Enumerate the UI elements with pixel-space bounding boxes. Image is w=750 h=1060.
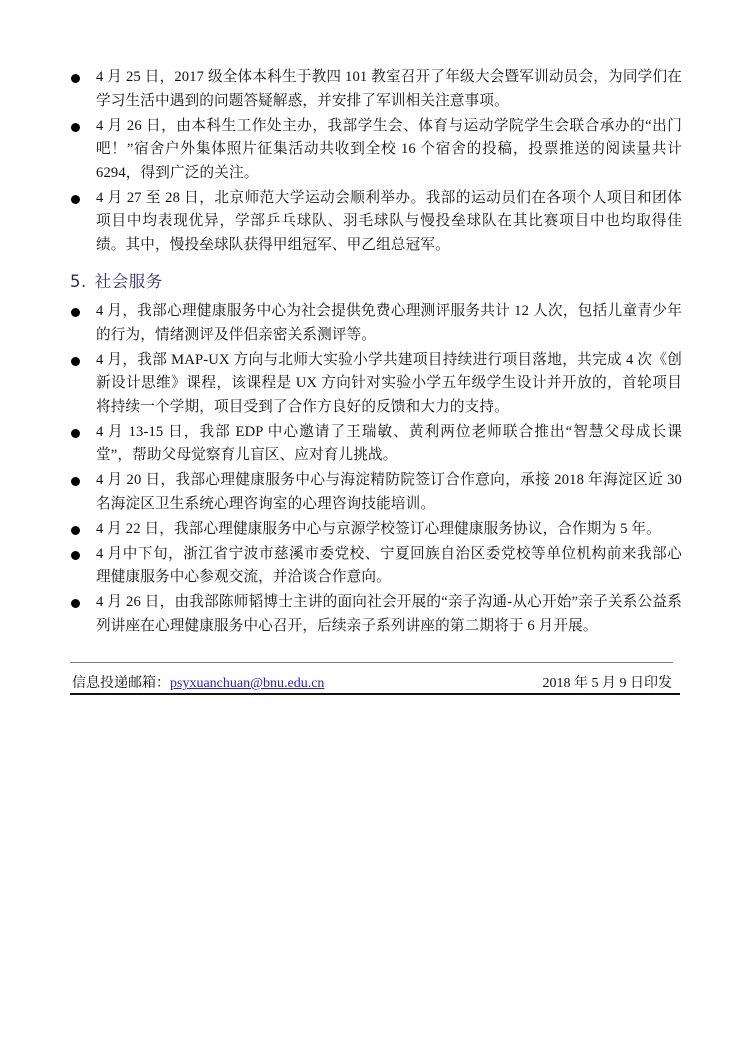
- bullet-icon: [71, 357, 80, 366]
- list-item-text: 4 月 27 至 28 日，北京师范大学运动会顺利举办。我部的运动员们在各项个人项目和团体项目中均表现优异，学部乒乓球队、羽毛球队与慢投垒球队在其比赛项目中也均取得佳绩。其中，慢投垒球队获得甲组冠军、甲乙组总冠军。: [96, 189, 682, 253]
- bullet-icon: [71, 526, 80, 535]
- list-item-text: 4 月，我部 MAP-UX 方向与北师大实验小学共建项目持续进行项目落地，共完成 4 次《创新设计思维》课程，该课程是 UX 方向针对实验小学五年级学生设计并开放的，首轮项目将持续一个学期，项目受到了合作方良好的反馈和大力的支持。: [96, 351, 682, 415]
- bullet-icon: [71, 551, 80, 560]
- footer-contact: [72, 672, 324, 692]
- footer-divider-top: [70, 662, 673, 663]
- list-item-text: 4 月 13-15 日，我部 EDP 中心邀请了王瑞敏、黄利两位老师联合推出“智慧父母成长课堂”，帮助父母觉察育儿盲区、应对育儿挑战。: [96, 423, 682, 464]
- list-item: [70, 66, 682, 113]
- list-item: [70, 187, 682, 258]
- bullet-icon: [71, 74, 80, 83]
- issue-date: 2018 年 5 月 9 日印发: [542, 676, 672, 691]
- social-service-list: [70, 300, 682, 640]
- bullet-icon: [71, 599, 80, 608]
- bullet-icon: [71, 477, 80, 486]
- section-title: 社会服务: [94, 272, 163, 291]
- list-item: [70, 469, 682, 516]
- section-heading: [70, 268, 163, 292]
- section-number: 5.: [70, 272, 87, 291]
- bullet-icon: [71, 123, 80, 132]
- list-item: [70, 543, 682, 590]
- list-item-text: 4 月中下旬，浙江省宁波市慈溪市委党校、宁夏回族自治区委党校等单位机构前来我部心理健康服务中心参观交流，并洽谈合作意向。: [96, 545, 682, 586]
- email-link[interactable]: psyxuanchuan@bnu.edu.cn: [170, 676, 325, 691]
- list-item: [70, 518, 682, 542]
- list-item-text: 4 月 26 日，由我部陈师韬博士主讲的面向社会开展的“亲子沟通-从心开始”亲子关系公益系列讲座在心理健康服务中心召开，后续亲子系列讲座的第二期将于 6 月开展。: [96, 594, 682, 635]
- list-item: [70, 300, 682, 347]
- bullet-icon: [71, 195, 80, 204]
- list-item-text: 4 月 26 日，由本科生工作处主办，我部学生会、体育与运动学院学生会联合承办的“出门吧！”宿舍户外集体照片征集活动共收到全校 16 个宿舍的投稿，投票推送的阅读量共计 6294，得到广泛的关注。: [96, 117, 682, 181]
- list-item: [70, 349, 682, 420]
- list-item-text: 4 月 25 日，2017 级全体本科生于教四 101 教室召开了年级大会暨军训动员会，为同学们在学习生活中遇到的问题答疑解惑，并安排了军训相关注意事项。: [96, 69, 682, 109]
- list-item-text: 4 月 22 日，我部心理健康服务中心与京源学校签订心理健康服务协议，合作期为 5 年。: [96, 520, 661, 537]
- section4-activity-list: [70, 66, 682, 259]
- list-item: [70, 421, 682, 468]
- bullet-icon: [71, 308, 80, 317]
- list-item: [70, 591, 682, 638]
- list-item-text: 4 月，我部心理健康服务中心为社会提供免费心理测评服务共计 12 人次，包括儿童青少年的行为，情绪测评及伴侣亲密关系测评等。: [96, 303, 682, 343]
- list-item-text: 4 月 20 日，我部心理健康服务中心与海淀精防院签订合作意向，承接 2018 年海淀区近 30 名海淀区卫生系统心理咨询室的心理咨询技能培训。: [96, 472, 682, 512]
- bullet-icon: [71, 429, 80, 438]
- footer-divider-bottom: [70, 693, 680, 695]
- email-label: 信息投递邮箱：: [72, 676, 170, 691]
- list-item: [70, 115, 682, 186]
